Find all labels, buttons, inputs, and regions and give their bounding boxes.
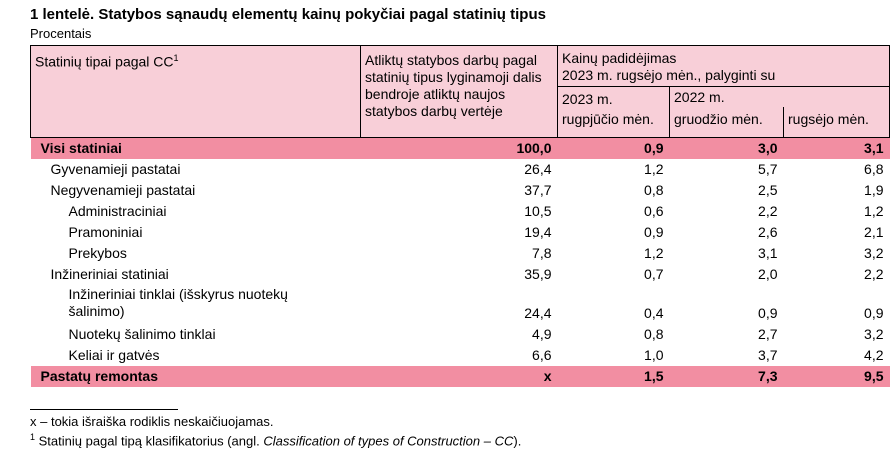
- header-price-increase: [558, 46, 890, 87]
- row-share: 10,5: [524, 203, 552, 219]
- row-label: Prekybos: [68, 245, 127, 261]
- row-label: Administraciniai: [68, 203, 167, 219]
- footnote-cc: [30, 432, 521, 448]
- row-share: 26,4: [524, 161, 552, 177]
- footnote-cc-post: ).: [513, 433, 522, 449]
- table-row: [31, 366, 890, 387]
- row-share: 7,8: [532, 245, 552, 261]
- row-dec: 2,0: [758, 266, 778, 282]
- table-row: [31, 138, 890, 160]
- table-title: 1 lentelė. Statybos sąnaudų elementų kainų pokyčiai pagal statinių tipus: [30, 6, 546, 23]
- row-aug: 1,0: [644, 347, 664, 363]
- header-2023-aug: 2023 m. rugpjūčio mėn.: [558, 87, 670, 138]
- units-label: Procentais: [30, 26, 92, 41]
- row-aug: 0,9: [644, 224, 664, 240]
- table-row: [31, 180, 890, 201]
- row-dec: 0,9: [758, 305, 778, 321]
- row-aug: 0,4: [644, 305, 664, 321]
- table-row: [31, 345, 890, 366]
- footnote-cc-mark: 1: [30, 432, 36, 442]
- header-price-increase-line1: Kainų padidėjimas: [562, 50, 677, 66]
- header-share: Atliktų statybos darbų pagal statinių tipus lyginamoji dalis bendroje atliktų naujos statybos darbų vertėje: [361, 46, 558, 138]
- table-row: [31, 324, 890, 345]
- row-label: Gyvenamieji pastatai: [50, 161, 181, 177]
- table-row: [31, 159, 890, 180]
- row-dec: 2,2: [758, 203, 778, 219]
- row-sep: 4,2: [864, 347, 884, 363]
- row-sep: 0,9: [864, 305, 884, 321]
- row-share: x: [361, 366, 558, 387]
- row-share: 6,6: [532, 347, 552, 363]
- row-label: Pastatų remontas: [31, 366, 361, 387]
- header-building-types-label: Statinių tipai pagal CC: [35, 53, 174, 70]
- header-2022-sep: rugsėjo mėn.: [784, 107, 890, 138]
- row-share: 4,9: [532, 326, 552, 342]
- row-aug: 1,2: [644, 161, 664, 177]
- table-row: [31, 243, 890, 264]
- row-sep: 9,5: [784, 366, 890, 387]
- table-row: [31, 201, 890, 222]
- row-aug: 0,6: [644, 203, 664, 219]
- row-dec: 3,1: [758, 245, 778, 261]
- row-share: 100,0: [361, 138, 558, 160]
- header-footnote-mark: 1: [173, 53, 179, 63]
- row-aug: 0,8: [644, 326, 664, 342]
- header-2022-dec: gruodžio mėn.: [670, 107, 784, 138]
- row-dec: 3,7: [758, 347, 778, 363]
- row-sep: 6,8: [864, 161, 884, 177]
- row-label: Inžineriniai statiniai: [50, 266, 169, 282]
- row-label: Visi statiniai: [31, 138, 361, 160]
- table-row: [31, 264, 890, 285]
- row-sep: 2,2: [864, 266, 884, 282]
- row-label: Nuotekų šalinimo tinklai: [68, 326, 216, 342]
- row-dec: 2,7: [758, 326, 778, 342]
- row-sep: 1,2: [864, 203, 884, 219]
- row-dec: 2,5: [758, 182, 778, 198]
- row-aug: 0,7: [644, 266, 664, 282]
- row-label: Inžineriniai tinklai (išskyrus nuotekų šalinimo): [68, 286, 288, 319]
- row-share: 35,9: [524, 266, 552, 282]
- row-share: 19,4: [524, 224, 552, 240]
- row-sep: 3,1: [784, 138, 890, 160]
- row-dec: 2,6: [758, 224, 778, 240]
- row-aug: 0,9: [558, 138, 670, 160]
- row-label: Keliai ir gatvės: [68, 347, 160, 363]
- row-share: 24,4: [524, 305, 552, 321]
- row-aug: 1,5: [558, 366, 670, 387]
- row-aug: 0,8: [644, 182, 664, 198]
- header-building-types: [31, 46, 361, 138]
- row-sep: 3,2: [864, 245, 884, 261]
- footnote-divider: [30, 409, 178, 410]
- header-2022: 2022 m.: [670, 87, 890, 108]
- header-price-increase-line2: 2023 m. rugsėjo mėn., palyginti su: [562, 67, 776, 83]
- row-dec: 5,7: [758, 161, 778, 177]
- row-label: Pramoniniai: [68, 224, 143, 240]
- row-share: 37,7: [524, 182, 552, 198]
- row-sep: 1,9: [864, 182, 884, 198]
- footnote-x: x – tokia išraiška rodiklis neskaičiuojamas.: [30, 414, 274, 429]
- price-change-table: [30, 45, 890, 387]
- row-sep: 3,2: [864, 326, 884, 342]
- row-sep: 2,1: [864, 224, 884, 240]
- table-row: [31, 285, 890, 324]
- footnote-cc-italic: Classification of types of Construction – CC: [263, 433, 514, 449]
- footnote-cc-pre: Statinių pagal tipą klasifikatorius (angl.: [35, 433, 264, 449]
- row-aug: 1,2: [644, 245, 664, 261]
- row-dec: 3,0: [670, 138, 784, 160]
- row-label: Negyvenamieji pastatai: [50, 182, 196, 198]
- table-row: [31, 222, 890, 243]
- row-dec: 7,3: [670, 366, 784, 387]
